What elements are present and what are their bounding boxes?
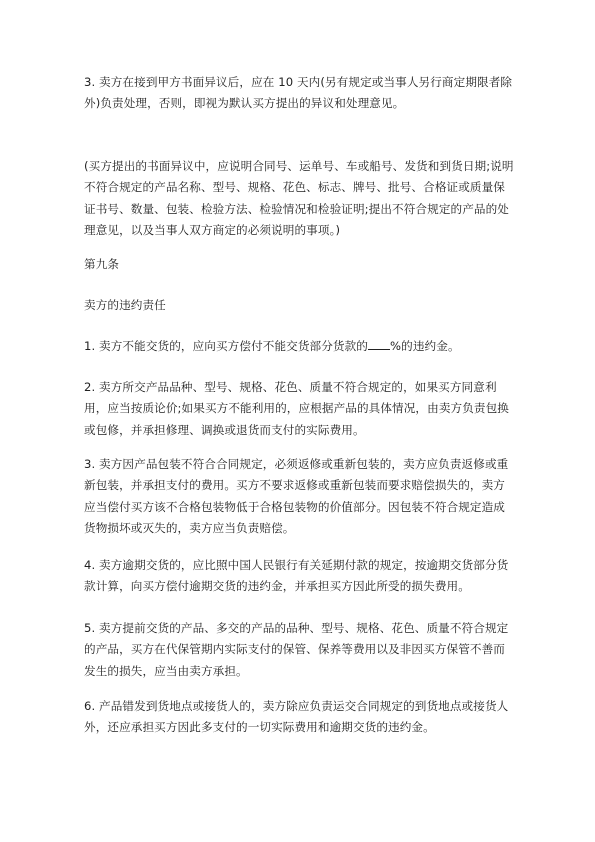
- penalty-percent-blank: [368, 338, 390, 349]
- article-9-heading: [84, 232, 514, 275]
- article-9-item-3-text: 3. 卖方因产品包装不符合合同规定，必须返修或重新包装的，卖方应负责返修或重新包装，并承担支付的费用。买方不要求返修或重新包装而要求赔偿损失的，卖方应当偿付买方该不合格包装物低于合格包装物的价值部分。因包装不符合规定造成货物损坏或灭失的，卖方应当负责赔偿。: [84, 456, 509, 536]
- seller-liability-heading-text: 卖方的违约责任: [84, 297, 166, 312]
- article-9-item-3: [84, 432, 516, 540]
- article-9-item-1: [84, 314, 514, 357]
- article-9-item-2: [84, 355, 516, 441]
- article-9-item-2-text: 2. 卖方所交产品品种、型号、规格、花色、质量不符合规定的，如果买方同意利用，应当按质论价;如果买方不能利用的，应根据产品的具体情况，由卖方负责包换或包修，并承担修理、调换或退货而支付的实际费用。: [84, 379, 509, 437]
- objection-note-text: (买方提出的书面异议中，应说明合同号、运单号、车或船号、发货和到货日期;说明不符合规定的产品名称、型号、规格、花色、标志、牌号、批号、合格证或质量保证书号、数量、包装、检验方法、检验情况和检验证明;提出不符合规定的产品的处理意见，以及当事人双方商定的必须说明的事项。): [84, 158, 514, 238]
- article-9-item-5-text: 5. 卖方提前交货的产品、多交的产品的品种、型号、规格、花色、质量不符合规定的产品，买方在代保管期内实际支付的保管、保养等费用以及非因买方保管不善而发生的损失，应当由卖方承担。: [84, 620, 509, 678]
- clause-8-item-3-text: 3. 卖方在接到甲方书面异议后，应在 10 天内(另有规定或当事人另行商定期限者除外)负责处理，否则，即视为默认买方提出的异议和处理意见。: [84, 74, 513, 111]
- article-9-item-4-text: 4. 卖方逾期交货的，应比照中国人民银行有关延期付款的规定，按逾期交货部分货款计算，向买方偿付逾期交货的违约金，并承担买方因此所受的损失费用。: [84, 557, 509, 594]
- article-9-item-6-text: 6. 产品错发到货地点或接货人的，卖方除应负责运交合同规定的到货地点或接货人外，还应承担买方因此多支付的一切实际费用和逾期交货的违约金。: [84, 698, 509, 735]
- article-9-item-4: [84, 533, 516, 598]
- article-9-heading-text: 第九条: [84, 256, 120, 271]
- article-9-item-5: [84, 596, 516, 682]
- article-9-item-1-text-after: %的违约金。: [390, 338, 460, 353]
- clause-8-item-3: [84, 50, 516, 115]
- article-9-item-1-text-before: 1. 卖方不能交货的，应向买方偿付不能交货部分货款的: [84, 338, 369, 353]
- seller-liability-heading: [84, 273, 514, 316]
- objection-note-paragraph: [84, 134, 516, 242]
- article-9-item-6: [84, 674, 516, 739]
